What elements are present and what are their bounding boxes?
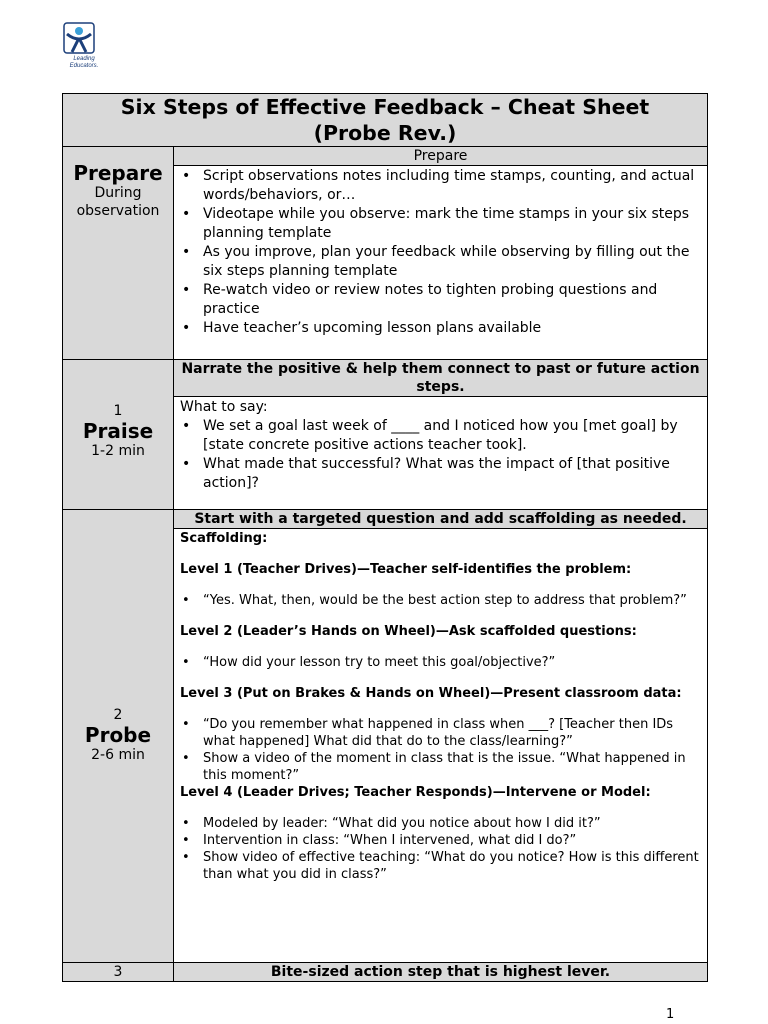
- level4-heading: Level 4 (Leader Drives; Teacher Responds)—Intervene or Model:: [180, 785, 651, 800]
- title-row: [63, 94, 708, 147]
- probe-content-cell: [174, 510, 708, 963]
- level3-bullet: • Show a video of the moment in class that is the issue. “What happened in this moment?”: [203, 750, 701, 784]
- praise-time: 1-2 min: [91, 443, 145, 459]
- probe-step-name: Probe: [84, 723, 152, 747]
- prepare-bullet: • Re-watch video or review notes to tighten probing questions and practice: [203, 281, 701, 319]
- praise-intro: What to say:: [180, 399, 268, 415]
- level3-bullet-list: [180, 716, 701, 784]
- level1-heading: Level 1 (Teacher Drives)—Teacher self-identifies the problem:: [180, 562, 632, 577]
- level4-bullet: • Modeled by leader: “What did you notice about how I did it?”: [203, 815, 701, 832]
- title-line1: Six Steps of Effective Feedback – Cheat Sheet: [120, 95, 650, 119]
- prepare-step-name: Prepare: [73, 161, 163, 185]
- probe-step-number: 2: [113, 707, 123, 723]
- probe-time: 2-6 min: [91, 747, 145, 763]
- level2-bullet-list: [180, 654, 701, 671]
- step3-header: Bite-sized action step that is highest lever.: [174, 963, 708, 982]
- probe-label-cell: [63, 510, 174, 963]
- prepare-bullet: • As you improve, plan your feedback while observing by filling out the six steps planning template: [203, 243, 701, 281]
- prepare-row: [63, 147, 708, 360]
- step3-row: [63, 963, 708, 982]
- praise-body: [174, 397, 707, 493]
- prepare-bullet: • Script observations notes including time stamps, counting, and actual words/behaviors, or…: [203, 167, 701, 205]
- praise-row: [63, 360, 708, 510]
- prepare-bullet: • Have teacher’s upcoming lesson plans available: [203, 319, 701, 338]
- logo-text-line1: Leading: [73, 56, 95, 62]
- praise-label-cell: [63, 360, 174, 510]
- level1-bullet-list: [180, 592, 701, 609]
- prepare-label-cell: [63, 147, 174, 360]
- leading-educators-logo: [60, 22, 108, 72]
- level4-bullet-list: [180, 815, 701, 883]
- level3-heading: Level 3 (Put on Brakes & Hands on Wheel)—Present classroom data:: [180, 686, 682, 701]
- level2-bullet: • “How did your lesson try to meet this goal/objective?”: [203, 654, 701, 671]
- prepare-content-cell: [174, 147, 708, 360]
- probe-header: Start with a targeted question and add scaffolding as needed.: [174, 510, 707, 529]
- prepare-header: Prepare: [174, 147, 707, 166]
- probe-body: [174, 529, 707, 883]
- level1-bullet: • “Yes. What, then, would be the best action step to address that problem?”: [203, 592, 701, 609]
- level3-bullet: • “Do you remember what happened in class when ___? [Teacher then IDs what happened] What did that do to the class/learning?”: [203, 716, 701, 750]
- level4-bullet: • Show video of effective teaching: “What do you notice? How is this different than what you did in class?”: [203, 849, 701, 883]
- praise-bullet: • We set a goal last week of ____ and I noticed how you [met goal] by [state concrete positive actions teacher took].: [203, 417, 701, 455]
- logo-text: [60, 56, 108, 69]
- praise-bullet-list: [180, 417, 701, 493]
- page-number: 1: [666, 1007, 675, 1022]
- praise-header: Narrate the positive & help them connect to past or future action steps.: [174, 360, 707, 397]
- praise-content-cell: [174, 360, 708, 510]
- prepare-bullet-list: [180, 167, 701, 338]
- praise-step-number: 1: [113, 403, 123, 419]
- document-title: [63, 94, 708, 147]
- prepare-sub-line2: observation: [76, 203, 160, 219]
- cheat-sheet-table: [62, 93, 708, 982]
- prepare-sub-line1: During: [94, 185, 142, 201]
- praise-step-name: Praise: [82, 419, 154, 443]
- prepare-bullet: • Videotape while you observe: mark the time stamps in your six steps planning template: [203, 205, 701, 243]
- probe-row: [63, 510, 708, 963]
- step3-number: 3: [63, 963, 174, 982]
- title-line2: (Probe Rev.): [313, 121, 457, 145]
- level2-heading: Level 2 (Leader’s Hands on Wheel)—Ask scaffolded questions:: [180, 624, 637, 639]
- praise-bullet: • What made that successful? What was the impact of [that positive action]?: [203, 455, 701, 493]
- logo-figure-icon: [60, 22, 108, 58]
- prepare-body: [174, 166, 707, 338]
- scaffolding-label: Scaffolding:: [180, 531, 268, 546]
- level4-bullet: • Intervention in class: “When I intervened, what did I do?”: [203, 832, 701, 849]
- logo-text-line2: Educators.: [69, 62, 99, 69]
